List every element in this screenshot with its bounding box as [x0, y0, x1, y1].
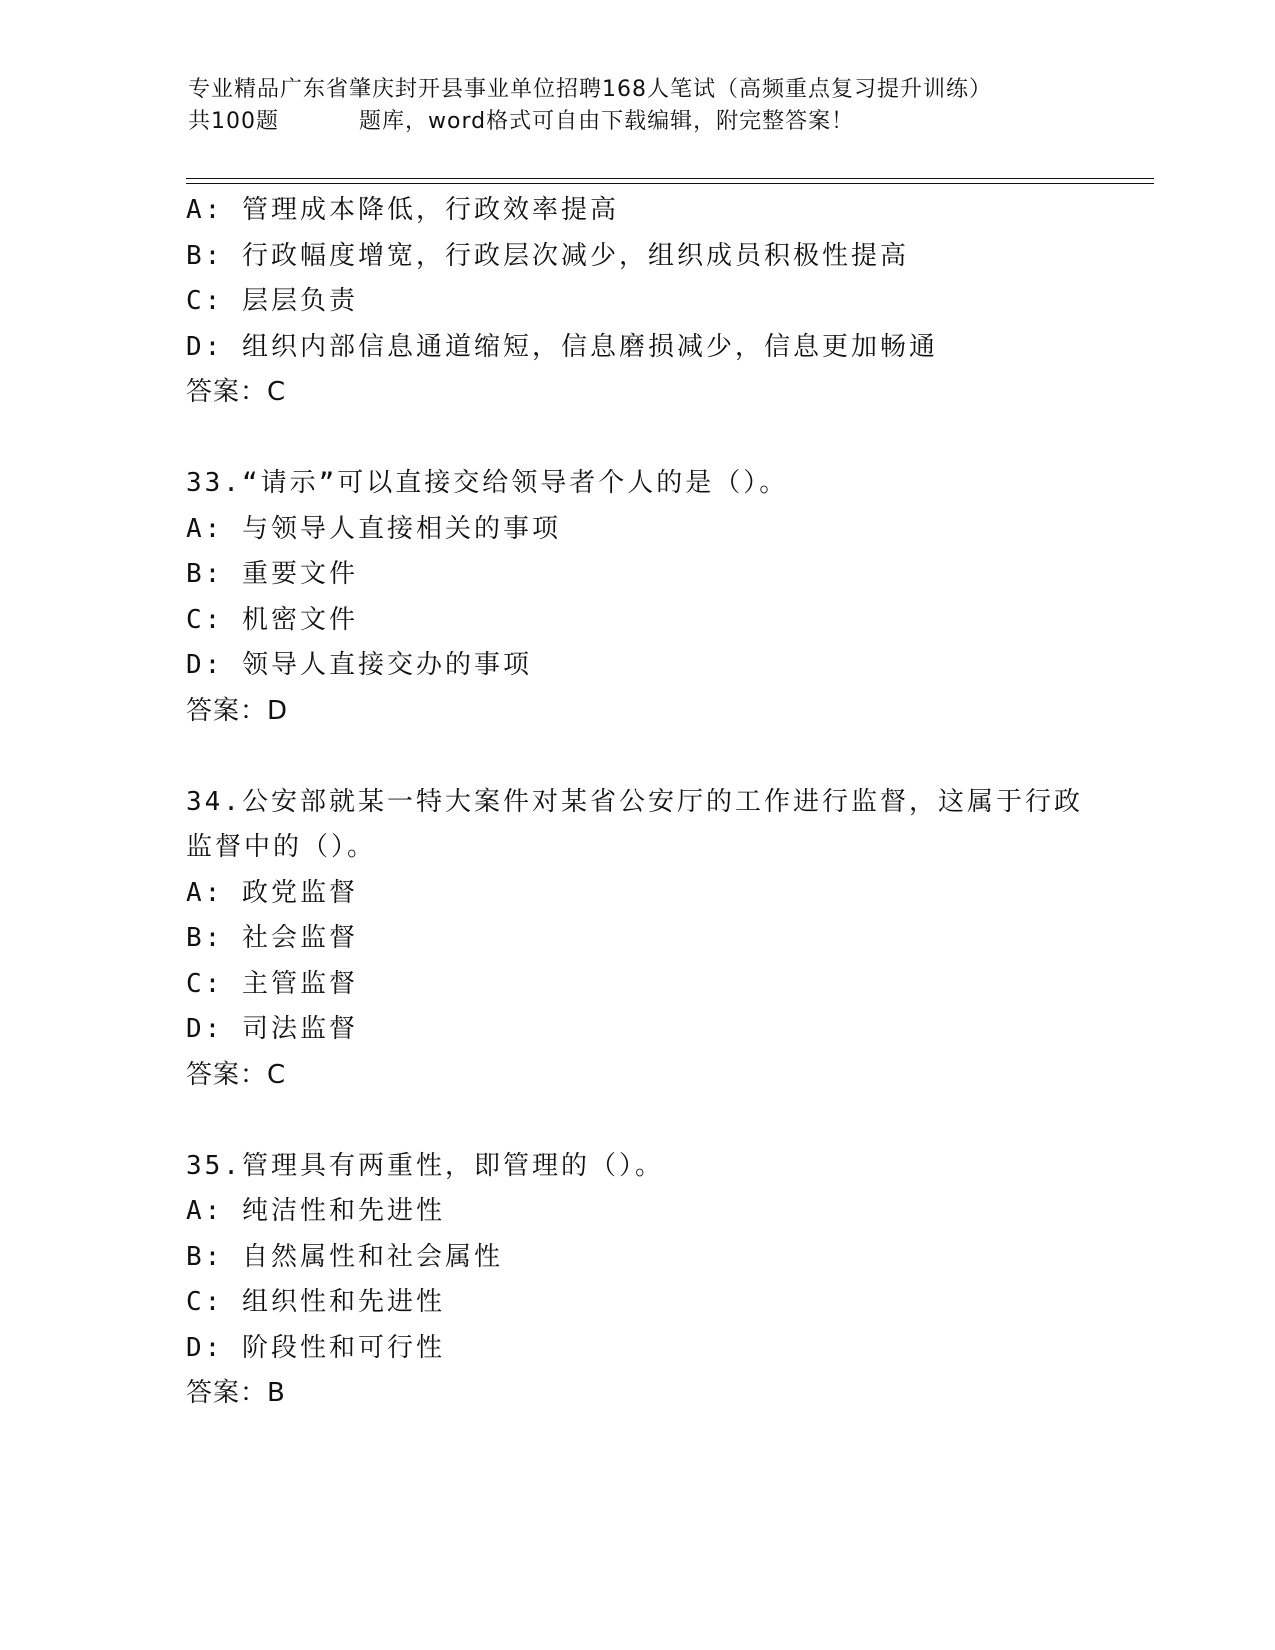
option-c: C: 主管监督 [186, 968, 358, 999]
header-rule-bottom [186, 183, 1154, 184]
answer-line: 答案：C [186, 1059, 287, 1090]
option-c: C: 层层负责 [186, 286, 358, 316]
option-b: B: 社会监督 [186, 923, 358, 953]
header-format-note: 题库，word格式可自由下载编辑，附完整答案！ [359, 109, 855, 134]
answer-line: 答案：B [186, 1378, 286, 1408]
option-a: A: 管理成本降低，行政效率提高 [186, 195, 619, 225]
option-d: D: 领导人直接交办的事项 [186, 650, 532, 680]
question-34 [186, 780, 1126, 1099]
option-b: B: 行政幅度增宽，行政层次减少，组织成员积极性提高 [186, 240, 909, 271]
question-stem-line2: 监督中的（）。 [186, 832, 377, 862]
question-32 [186, 188, 1126, 416]
header-title-line2 [188, 106, 1148, 138]
option-d: D: 阶段性和可行性 [186, 1332, 445, 1363]
answer-line: 答案：D [186, 695, 289, 726]
header-title-line1: 专业精品广东省肇庆封开县事业单位招聘168人笔试（高频重点复习提升训练） [188, 77, 992, 102]
question-list [186, 188, 1126, 1417]
option-a: A: 政党监督 [186, 877, 358, 908]
option-a: A: 纯洁性和先进性 [186, 1196, 445, 1226]
question-33 [186, 461, 1126, 734]
option-d: D: 司法监督 [186, 1014, 358, 1044]
option-b: B: 重要文件 [186, 559, 358, 589]
question-35 [186, 1144, 1126, 1417]
option-c: C: 组织性和先进性 [186, 1287, 445, 1317]
header-question-count: 共100题 [188, 109, 279, 134]
question-stem: 35.管理具有两重性，即管理的（）。 [186, 1150, 664, 1181]
option-a: A: 与领导人直接相关的事项 [186, 513, 561, 544]
answer-line: 答案：C [186, 377, 287, 407]
option-b: B: 自然属性和社会属性 [186, 1241, 503, 1272]
question-stem: 33.“请示”可以直接交给领导者个人的是（）。 [186, 468, 789, 498]
option-c: C: 机密文件 [186, 604, 358, 635]
document-header [188, 74, 1148, 138]
header-rule-top [186, 178, 1154, 179]
option-d: D: 组织内部信息通道缩短，信息磨损减少，信息更加畅通 [186, 331, 938, 362]
question-stem-line1: 34.公安部就某一特大案件对某省公安厅的工作进行监督，这属于行政 [186, 786, 1083, 817]
